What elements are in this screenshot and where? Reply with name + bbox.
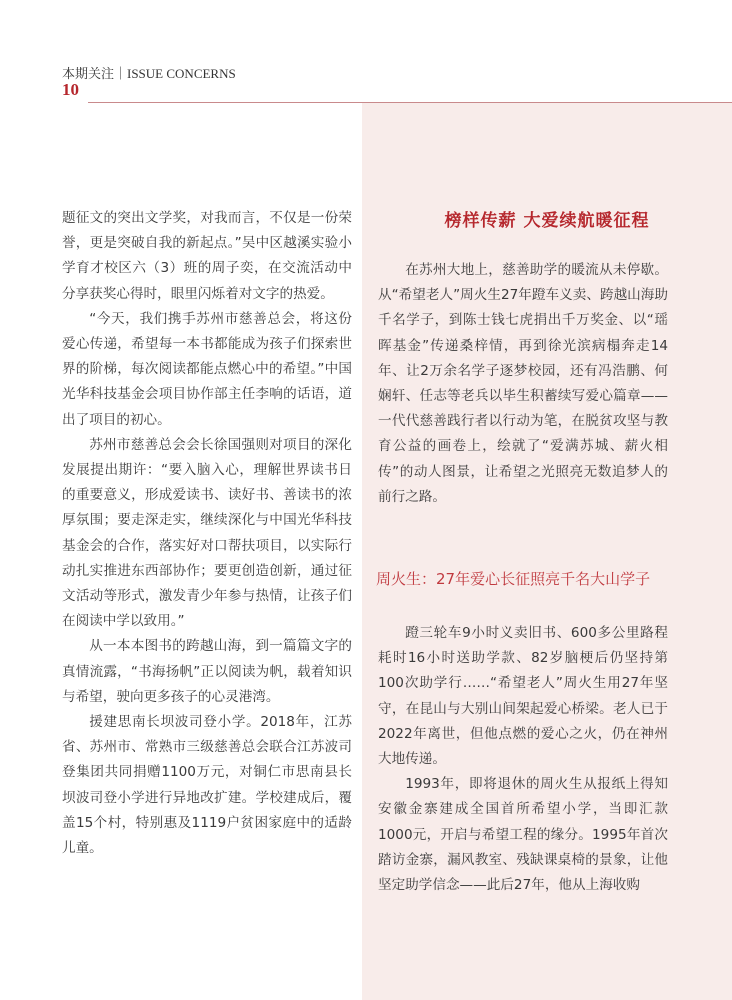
paragraph: “今天，我们携手苏州市慈善总会，将这份爱心传递，希望每一本书都能成为孩子们探索世界的阶梯，每次阅读都能点燃心中的希望。”中国光华科技基金会项目协作部主任李响的话语，道出了项目的初心。 [62, 310, 352, 428]
paragraph: 题征文的突出文学奖，对我而言，不仅是一份荣誉，更是突破自我的新起点。”吴中区越溪实验小学育才校区六（3）班的周子奕，在交流活动中分享获奖心得时，眼里闪烁着对文字的热爱。 [62, 210, 352, 302]
paragraph: 援建思南长坝波司登小学。2018年，江苏省、苏州市、常熟市三级慈善总会联合江苏波司登集团共同捐赠1100万元，对铜仁市思南县长坝波司登小学进行异地改扩建。学校建成后，覆盖15个村，特别惠及1119户贫困家庭中的适龄儿童。 [62, 714, 352, 857]
paragraph: 从一本本图书的跨越山海，到一篇篇文字的真情流露，“书海扬帆”正以阅读为帆，载着知识与希望，驶向更多孩子的心灵港湾。 [62, 638, 352, 705]
section-headline: 榜样传薪 大爱续航暖征程 [444, 211, 650, 231]
right-column-intro [378, 258, 668, 510]
paragraph: 在苏州大地上，慈善助学的暖流从未停歇。从“希望老人”周火生27年蹬车义卖、跨越山海助千名学子，到陈士钱七虎捐出千万奖金、以“瑶晖基金”传递桑梓情，再到徐光滨病榻奔走14年、让2万余名学子逐梦校园，还有冯浩鹏、何娴轩、任志等老兵以毕生积蓄续写爱心篇章——一代代慈善践行者以行动为笔，在脱贫攻坚与教育公益的画卷上，绘就了“爱满苏城、薪火相传”的动人图景，让希望之光照亮无数追梦人的前行之路。 [378, 262, 668, 505]
paragraph: 苏州市慈善总会会长徐国强则对项目的深化发展提出期许：“要入脑入心，理解世界读书日的重要意义，形成爱读书、读好书、善读书的浓厚氛围；要走深走实，继续深化与中国光华科技基金会的合作，落实好对口帮扶项目，以实际行动扎实推进东西部协作；要更创造创新，通过征文活动等形式，激发青少年参与热情，让孩子们在阅读中学以致用。” [62, 436, 352, 630]
right-column-body [378, 621, 668, 898]
left-column [62, 206, 352, 861]
subheading: 周火生：27年爱心长征照亮千名大山学子 [376, 570, 651, 588]
paragraph: 1993年，即将退休的周火生从报纸上得知安徽金寨建成全国首所希望小学，当即汇款1000元，开启与希望工程的缘分。1995年首次踏访金寨，漏风教室、残缺课桌椅的景象，让他坚定助学信念——此后27年，他从上海收购 [378, 776, 668, 894]
page-number: 10 [62, 80, 79, 99]
paragraph: 蹬三轮车9小时义卖旧书、600多公里路程耗时16小时送助学款、82岁脑梗后仍坚持第100次助学行……“希望老人”周火生用27年坚守，在昆山与大别山间架起爱心桥梁。老人已于2022年离世，但他点燃的爱心之火，仍在神州大地传递。 [378, 625, 668, 768]
section-label: 本期关注｜ISSUE CONCERNS [62, 66, 236, 81]
